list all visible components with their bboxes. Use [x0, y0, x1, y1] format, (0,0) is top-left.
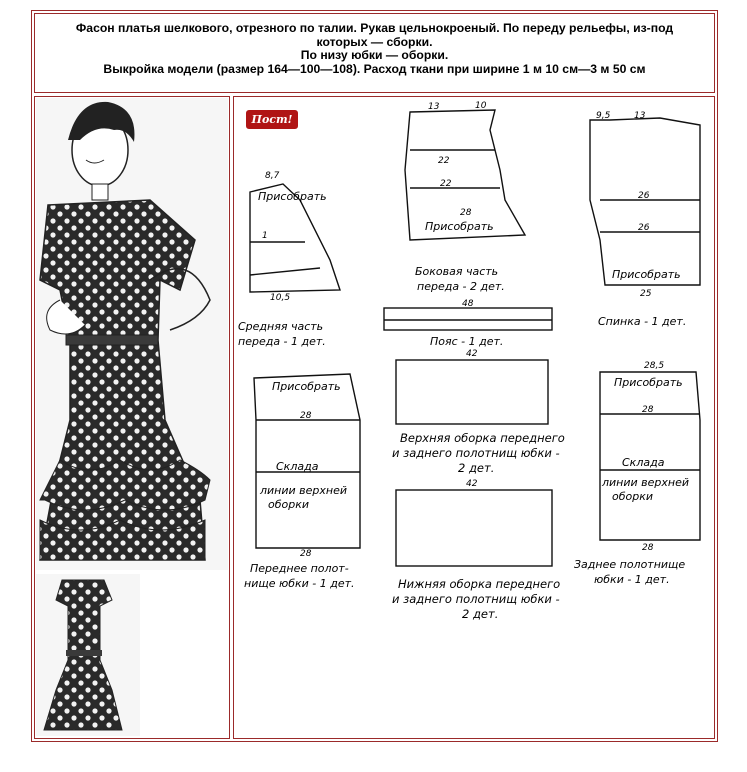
flounce-upper-caption-3: 2 дет. [458, 461, 495, 475]
back-dim: 26 [638, 191, 650, 201]
front-side-dim: 13 [428, 102, 440, 112]
front-side-dim: 28 [460, 208, 472, 218]
flounce-upper-caption-1: Верхняя оборка переднего [400, 431, 565, 445]
front-middle-caption-2: переда - 1 дет. [238, 335, 326, 348]
back-dim: 25 [640, 289, 652, 299]
skirt-back-pleat: Склада [622, 456, 665, 469]
front-side-dim: 10 [475, 101, 487, 111]
front-side-caption-2: переда - 2 дет. [417, 280, 505, 293]
flounce-lower-caption-2: и заднего полотнищ юбки - [392, 592, 560, 606]
back-gather: Присобрать [612, 268, 681, 281]
belt-dim: 48 [462, 299, 474, 309]
belt-caption: Пояс - 1 дет. [430, 335, 504, 348]
front-side-gather: Присобрать [425, 220, 494, 233]
front-side-dim: 22 [440, 179, 452, 189]
flounce-upper-caption-2: и заднего полотнищ юбки - [392, 446, 560, 460]
skirt-back-dim: 28 [642, 543, 654, 553]
skirt-back-caption-2: юбки - 1 дет. [594, 573, 670, 586]
header-line-2: которых — сборки. [316, 34, 433, 49]
front-middle-dim: 8,7 [265, 171, 280, 181]
flounce-lower-caption-1: Нижняя оборка переднего [398, 577, 561, 591]
skirt-front-caption-1: Переднее полот- [250, 562, 349, 575]
skirt-front-caption-2: нище юбки - 1 дет. [244, 577, 355, 590]
front-middle-gather: Присобрать [258, 190, 327, 203]
skirt-back-line-2: оборки [612, 490, 654, 503]
skirt-front-gather: Присобрать [272, 380, 341, 393]
skirt-back-caption-1: Заднее полотнище [574, 558, 686, 571]
flounce-upper-dim: 42 [466, 349, 478, 359]
flounce-lower-caption-3: 2 дет. [462, 607, 499, 621]
skirt-front-line-2: оборки [268, 498, 310, 511]
header-line-4: Выкройка модели (размер 164—100—108). Расход ткани при ширине 1 м 10 см—3 м 50 см [103, 61, 646, 76]
front-middle-dim: 1 [262, 231, 268, 241]
skirt-back-dim: 28,5 [644, 361, 665, 371]
header-line-1: Фасон платья шелкового, отрезного по талии. Рукав цельнокроеный. По переду рельефы, из-под [75, 21, 674, 35]
back-dim: 26 [638, 223, 650, 233]
front-middle-caption-1: Средняя часть [238, 320, 324, 333]
post-badge: Пост! [246, 110, 298, 129]
flounce-lower-dim: 42 [466, 479, 478, 489]
front-side-caption-1: Боковая часть [415, 265, 499, 278]
front-side-dim: 22 [438, 156, 450, 166]
header-line-3: По низу юбки — оборки. [300, 48, 449, 63]
skirt-front-pleat: Склада [276, 460, 319, 473]
skirt-back-gather: Присобрать [614, 376, 683, 389]
back-caption: Спинка - 1 дет. [598, 315, 687, 328]
skirt-back-line-1: линии верхней [602, 476, 690, 489]
back-dim: 13 [634, 111, 646, 121]
skirt-front-dim: 28 [300, 549, 312, 559]
front-middle-dim: 10,5 [270, 293, 291, 303]
skirt-front-dim: 28 [300, 411, 312, 421]
skirt-back-dim: 28 [642, 405, 654, 415]
skirt-front-line-1: линии верхней [260, 484, 348, 497]
back-dim: 9,5 [596, 111, 611, 121]
